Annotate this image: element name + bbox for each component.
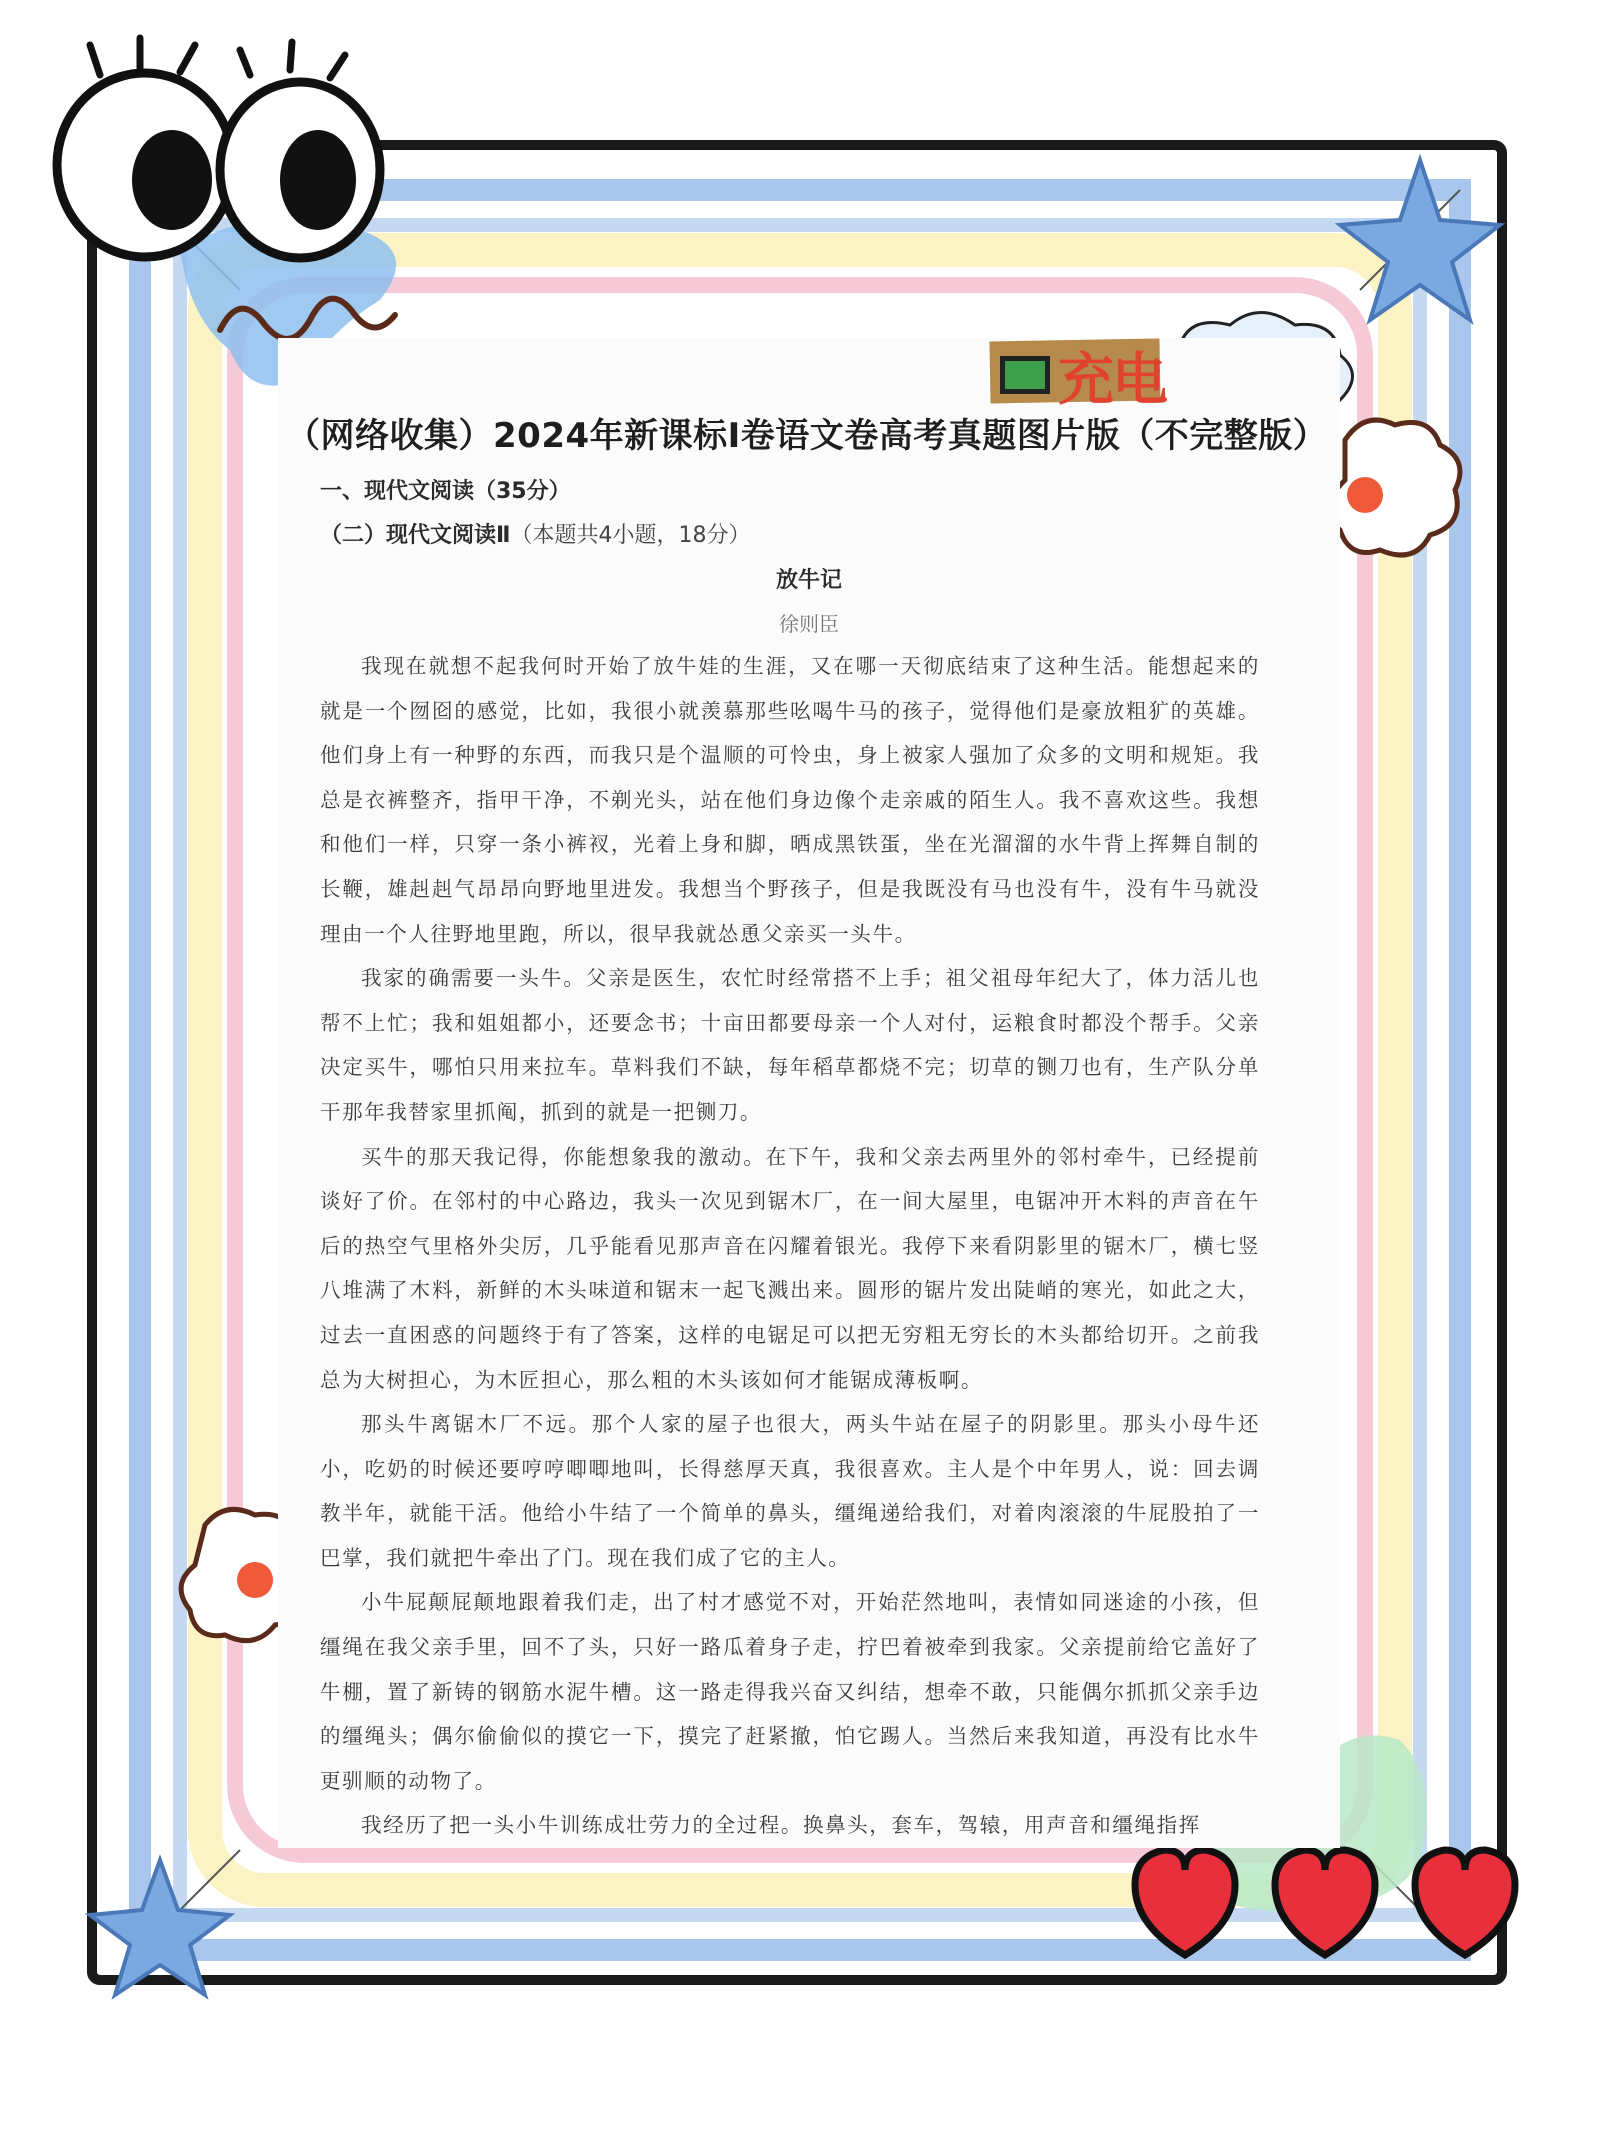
exam-paper	[278, 338, 1340, 1848]
paragraph: 我现在就想不起我何时开始了放牛娃的生涯，又在哪一天彻底结束了这种生活。能想起来的就是一个囫囵的感觉，比如，我很小就羡慕那些吆喝牛马的孩子，觉得他们是豪放粗犷的英雄。他们身上有一种野的东西，而我只是个温顺的可怜虫，身上被家人强加了众多的文明和规矩。我总是衣裤整齐，指甲干净，不剃光头，站在他们身边像个走亲戚的陌生人。我不喜欢这些。我想和他们一样，只穿一条小裤衩，光着上身和脚，晒成黑铁蛋，坐在光溜溜的水牛背上挥舞自制的长鞭，雄赳赳气昂昂向野地里进发。我想当个野孩子，但是我既没有马也没有牛，没有牛马就没理由一个人往野地里跑，所以，很早我就怂恿父亲买一头牛。	[320, 654, 1260, 946]
paragraph: 我家的确需要一头牛。父亲是医生，农忙时经常搭不上手；祖父祖母年纪大了，体力活儿也帮不上忙；我和姐姐都小，还要念书；十亩田都要母亲一个人对付，运粮食时都没个帮手。父亲决定买牛，哪怕只用来拉车。草料我们不缺，每年稻草都烧不完；切草的铡刀也有，生产队分单干那年我替家里抓阄，抓到的就是一把铡刀。	[320, 966, 1260, 1124]
flower-doodle-icon	[1329, 420, 1460, 555]
story-author: 徐则臣	[779, 612, 839, 636]
story-title: 放牛记	[775, 568, 842, 593]
paragraph: 买牛的那天我记得，你能想象我的激动。在下午，我和父亲去两里外的邻村牵牛，已经提前谈好了价。在邻村的中心路边，我头一次见到锯木厂，在一间大屋里，电锯冲开木料的声音在午后的热空气里格外尖厉，几乎能看见那声音在闪耀着银光。我停下来看阴影里的锯木厂，横七竖八堆满了木料，新鲜的木头味道和锯末一起飞溅出来。圆形的锯片发出陡峭的寒光，如此之大，过去一直困惑的问题终于有了答案，这样的电锯足可以把无穷粗无穷长的木头都给切开。之前我总为大树担心，为木匠担心，那么粗的木头该如何才能锯成薄板啊。	[320, 1144, 1260, 1392]
section-heading-2	[320, 518, 751, 549]
paragraph: 我经历了把一头小牛训练成壮劳力的全过程。换鼻头，套车，驾辕，用声音和缰绳指挥	[361, 1813, 1201, 1838]
paragraph: 小牛屁颠屁颠地跟着我们走，出了村才感觉不对，开始茫然地叫，表情如同迷途的小孩，但缰绳在我父亲手里，回不了头，只好一路瓜着身子走，拧巴着被牵到我家。父亲提前给它盖好了牛棚，置了新铸的钢筋水泥牛槽。这一路走得我兴奋又纠结，想牵不敢，只能偶尔抓抓父亲手边的缰绳头；偶尔偷偷似的摸它一下，摸完了赶紧撤，怕它踢人。当然后来我知道，再没有比水牛更驯顺的动物了。	[320, 1590, 1260, 1793]
document-title: （网络收集）2024年新课标Ⅰ卷语文卷高考真题图片版（不完整版）	[286, 416, 1328, 456]
section-heading-1: 一、现代文阅读（35分）	[320, 479, 571, 504]
section-2-note: （本题共4小题，18分）	[510, 523, 751, 548]
section-2-label: （二）现代文阅读Ⅱ	[320, 523, 511, 548]
battery-icon	[1000, 356, 1050, 394]
story-body	[320, 644, 1260, 1848]
paragraph: 那头牛离锯木厂不远。那个人家的屋子也很大，两头牛站在屋子的阴影里。那头小母牛还小，吃奶的时候还要哼哼唧唧地叫，长得慈厚天真，我很喜欢。主人是个中年男人，说：回去调教半年，就能干活。他给小牛结了一个简单的鼻头，缰绳递给我们，对着肉滚滚的牛屁股拍了一巴掌，我们就把牛牵出了门。现在我们成了它的主人。	[320, 1412, 1260, 1570]
sticker-text: 充电	[1058, 348, 1166, 413]
